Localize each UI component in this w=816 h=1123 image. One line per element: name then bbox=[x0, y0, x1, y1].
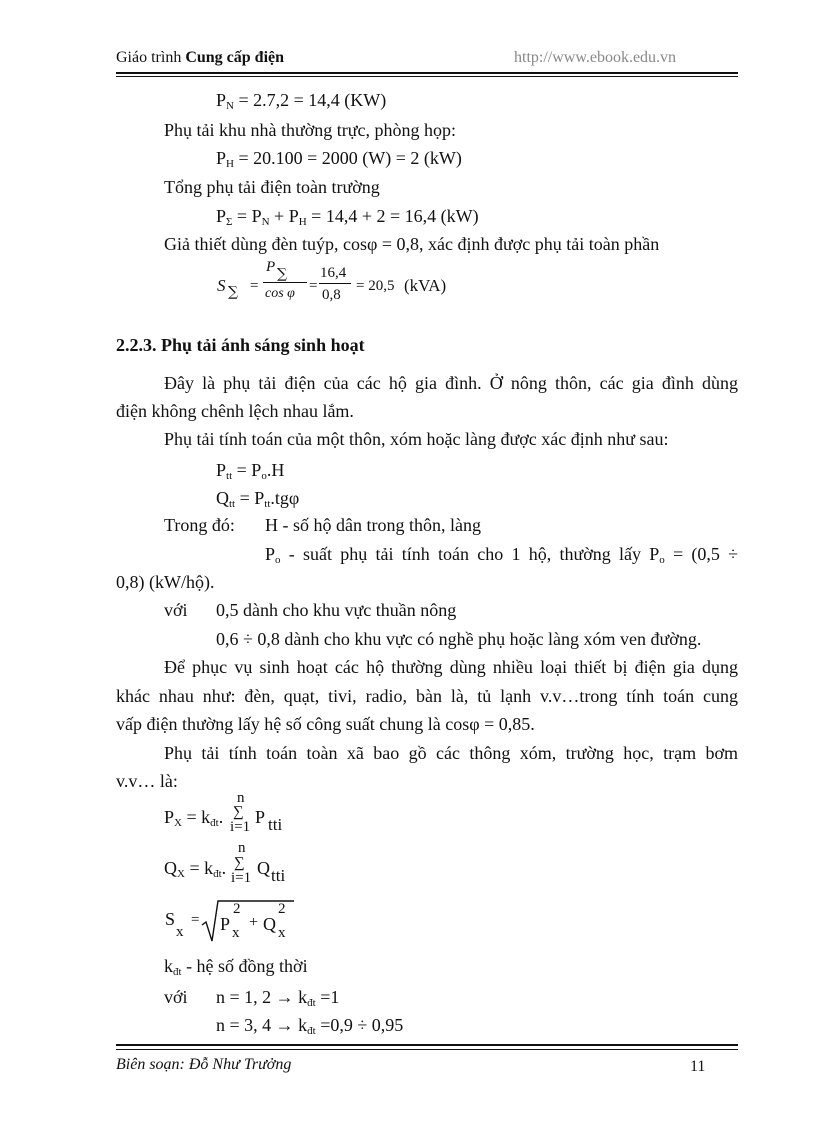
text-part: - suất phụ tải tính toán cho 1 hộ, thường lấy P bbox=[280, 544, 660, 564]
equation-rest: = 2.7,2 = 14,4 (KW) bbox=[233, 90, 387, 110]
text-part: = (0,5 ÷ bbox=[664, 544, 738, 564]
formula-den-value: 0,8 bbox=[322, 287, 341, 303]
definition-text: - hệ số đồng thời bbox=[181, 956, 308, 976]
header-rule-thin bbox=[116, 76, 738, 77]
symbol-p: P bbox=[216, 460, 227, 480]
rule-value: =1 bbox=[315, 987, 340, 1007]
n12-label: với bbox=[164, 987, 188, 1007]
header-book-title: Cung cấp điện bbox=[185, 49, 285, 66]
footer-author: Biên soạn: Đỗ Như Trưởng bbox=[116, 1056, 292, 1073]
formula-eq: = bbox=[250, 278, 259, 294]
term-letter: Q bbox=[257, 858, 270, 878]
para4-line2: v.v… là: bbox=[116, 771, 178, 791]
qx-sum-n: n bbox=[238, 840, 246, 856]
fraction-bar bbox=[319, 283, 351, 284]
subscript: H bbox=[226, 158, 234, 170]
qx-term-sub: tti bbox=[271, 866, 286, 885]
rule-value: =0,9 ÷ 0,95 bbox=[315, 1015, 404, 1035]
para3-line3: vấp điện thường lấy hệ số công suất chung là cosφ = 0,85. bbox=[116, 714, 535, 734]
sx-s: S bbox=[165, 909, 176, 929]
footer-rule-thin bbox=[116, 1049, 738, 1050]
where-po bbox=[265, 543, 738, 571]
symbol-p: P bbox=[216, 148, 227, 168]
sx-qx: Q bbox=[263, 914, 276, 934]
qx-sum-symbol: ∑ bbox=[234, 855, 245, 871]
formula-s-sigma-sub: ∑ bbox=[228, 284, 238, 300]
subscript: đt bbox=[307, 997, 316, 1009]
symbol-p: P bbox=[164, 807, 175, 827]
formula-s: S bbox=[217, 276, 226, 295]
sx-qx-sub: x bbox=[278, 925, 286, 941]
equation-part: = k bbox=[184, 858, 214, 878]
px-term-sub: tti bbox=[268, 815, 283, 834]
para1-line2: điện không chênh lệch nhau lắm. bbox=[116, 401, 354, 421]
px-lhs bbox=[164, 806, 223, 834]
symbol-q: Q bbox=[216, 488, 229, 508]
para2: Phụ tải tính toán của một thôn, xóm hoặc làng được xác định như sau: bbox=[164, 429, 669, 449]
dot: . bbox=[218, 807, 224, 827]
sx-px-sup: 2 bbox=[233, 901, 241, 917]
symbol-p: P bbox=[265, 544, 276, 564]
symbol-k: k bbox=[164, 956, 173, 976]
sx-px-sub: x bbox=[232, 925, 240, 941]
equation-part: = P bbox=[232, 460, 262, 480]
symbol-p: P bbox=[216, 90, 227, 110]
sx-plus: + bbox=[249, 914, 259, 931]
body-line: Giả thiết dùng đèn tuýp, cosφ = 0,8, xác định được phụ tải toàn phần bbox=[164, 234, 660, 254]
subscript: đt bbox=[173, 966, 182, 978]
rule-text: n = 1, 2 → k bbox=[216, 987, 308, 1007]
where-po-cont: 0,8) (kW/hộ). bbox=[116, 572, 215, 592]
with-label: với bbox=[164, 600, 188, 620]
subscript: o bbox=[261, 470, 267, 482]
equation-part: = k bbox=[181, 807, 211, 827]
para1-line1: Đây là phụ tải điện của các hộ gia đình. Ở nông thôn, các gia đình dùng bbox=[164, 373, 738, 393]
px-sum-n: n bbox=[237, 790, 245, 806]
subscript: o bbox=[275, 554, 281, 566]
formula-num-value: 16,4 bbox=[320, 265, 347, 281]
header-title bbox=[116, 49, 284, 67]
px-term bbox=[255, 806, 265, 828]
qx-sum-index: i=1 bbox=[231, 870, 252, 886]
rule-text: n = 3, 4 → k bbox=[216, 1015, 308, 1035]
section-title: 2.2.3. Phụ tải ánh sáng sinh hoạt bbox=[116, 335, 365, 355]
where-label: Trong đó: bbox=[164, 515, 235, 535]
sx-qx-sup: 2 bbox=[278, 901, 286, 917]
n34-rule bbox=[216, 1014, 403, 1042]
footer-page-number: 11 bbox=[690, 1058, 706, 1075]
para3-line1: Để phục vụ sinh hoạt các hộ thường dùng nhiều loại thiết bị điện gia dụng bbox=[164, 657, 738, 677]
subscript: N bbox=[261, 216, 270, 228]
ptt-equation bbox=[216, 459, 284, 487]
qtt-equation bbox=[216, 487, 299, 515]
equation-part: + P bbox=[269, 206, 299, 226]
header-prefix: Giáo trình bbox=[116, 49, 186, 66]
subscript: đt bbox=[307, 1025, 316, 1037]
subscript: o bbox=[659, 554, 665, 566]
para4-line1: Phụ tải tính toán toàn xã bao gồ các thông xóm, trường học, trạm bơm bbox=[164, 743, 738, 763]
subscript: tt bbox=[229, 498, 236, 510]
fraction-bar bbox=[263, 282, 307, 283]
sx-sub: x bbox=[176, 924, 184, 940]
where-h: H - số hộ dân trong thôn, làng bbox=[265, 515, 481, 535]
formula-eq2: = bbox=[309, 278, 318, 294]
header-rule bbox=[116, 72, 738, 74]
kdt-definition bbox=[164, 955, 308, 983]
symbol-p: P bbox=[216, 206, 227, 226]
formula-unit: (kVA) bbox=[404, 276, 447, 295]
qx-term bbox=[257, 857, 270, 879]
psum-equation bbox=[216, 205, 479, 233]
header-url: http://www.ebook.edu.vn bbox=[514, 49, 677, 66]
with-item-1: 0,5 dành cho khu vực thuần nông bbox=[216, 600, 457, 620]
equation-part: = P bbox=[232, 206, 262, 226]
symbol-q: Q bbox=[164, 858, 177, 878]
subscript: X bbox=[177, 868, 185, 880]
pn-equation bbox=[216, 89, 386, 117]
equation-rest: .tgφ bbox=[270, 488, 300, 508]
subscript: đt bbox=[213, 868, 222, 880]
formula-num-p: P bbox=[266, 259, 276, 275]
subscript: N bbox=[226, 100, 234, 112]
subscript: X bbox=[174, 817, 182, 829]
term-letter: P bbox=[255, 807, 266, 827]
subscript: đt bbox=[210, 817, 219, 829]
sx-eq: = bbox=[191, 912, 200, 928]
formula-den-cos: cos φ bbox=[265, 286, 295, 301]
body-line: Tổng phụ tải điện toàn trường bbox=[164, 177, 380, 197]
body-line: Phụ tải khu nhà thường trực, phòng họp: bbox=[164, 120, 457, 140]
with-item-2: 0,6 ÷ 0,8 dành cho khu vực có nghề phụ hoặc làng xóm ven đường. bbox=[216, 629, 702, 649]
equation-rest: = 20.100 = 2000 (W) = 2 (kW) bbox=[233, 148, 462, 168]
subscript: tt bbox=[264, 498, 271, 510]
formula-num-sigma: ∑ bbox=[277, 266, 287, 282]
ph-equation bbox=[216, 147, 462, 175]
equation-rest: .H bbox=[266, 460, 285, 480]
px-sum-symbol: ∑ bbox=[233, 804, 244, 820]
sx-px: P bbox=[220, 914, 231, 934]
subscript: H bbox=[298, 216, 307, 228]
n12-rule bbox=[216, 986, 339, 1014]
subscript: tt bbox=[226, 470, 233, 482]
px-sum-index: i=1 bbox=[230, 819, 251, 835]
para3-line2: khác nhau như: đèn, quạt, tivi, radio, bàn là, tủ lạnh v.v…trong tính toán cung bbox=[116, 686, 738, 706]
equation-rest: = 14,4 + 2 = 16,4 (kW) bbox=[306, 206, 479, 226]
dot: . bbox=[221, 858, 227, 878]
formula-result: = 20,5 bbox=[356, 278, 395, 294]
footer-rule bbox=[116, 1044, 738, 1046]
subscript: Σ bbox=[226, 216, 233, 228]
qx-lhs bbox=[164, 857, 226, 885]
equation-part: = P bbox=[235, 488, 265, 508]
